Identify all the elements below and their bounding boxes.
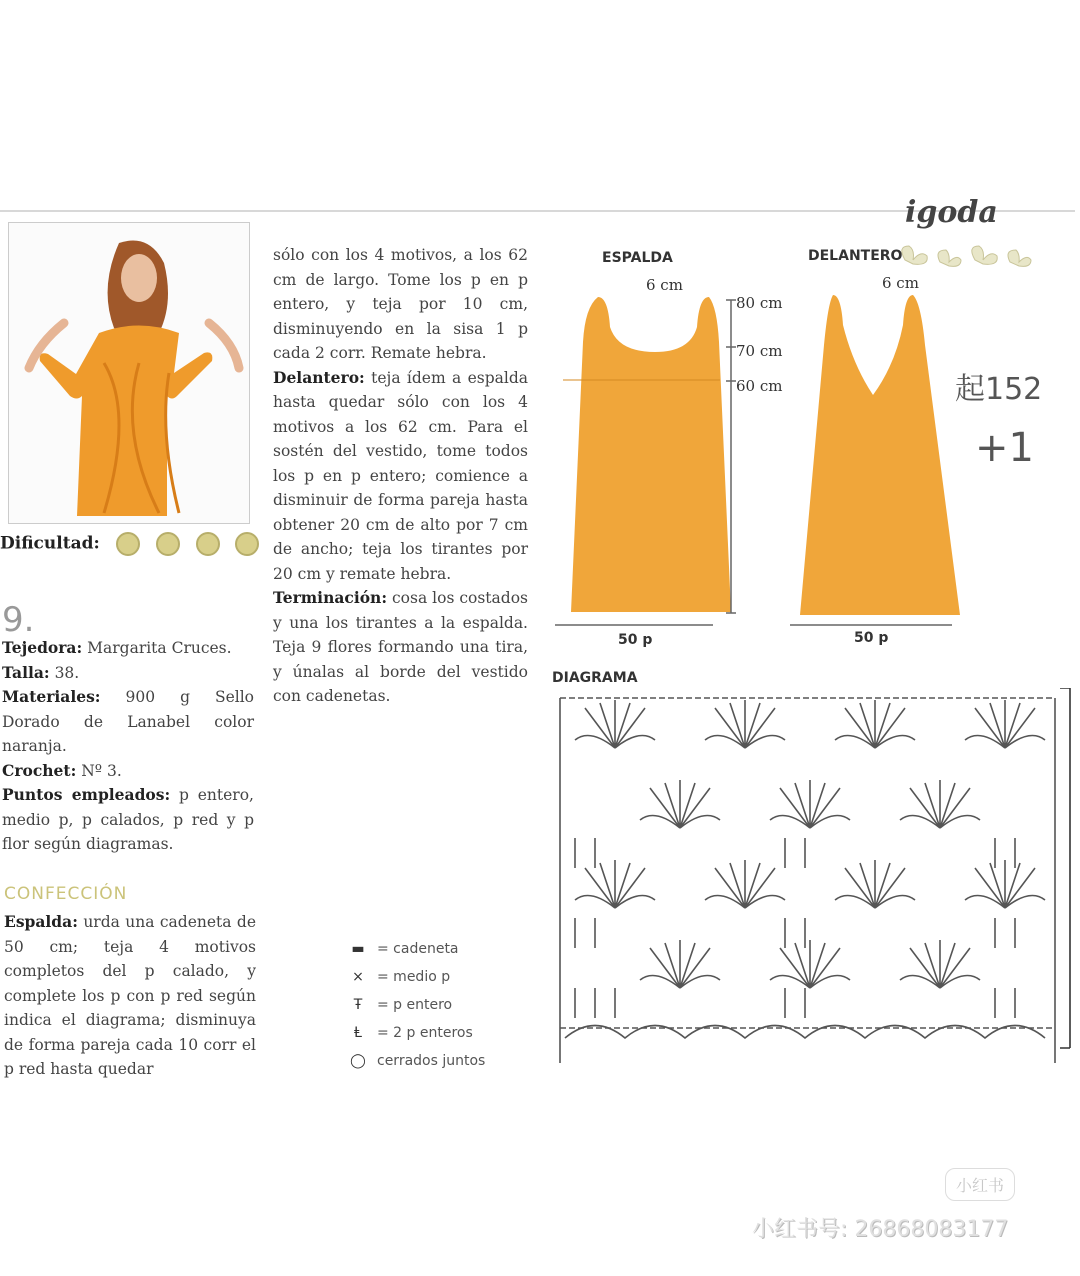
single-stitch-icon: × bbox=[352, 969, 364, 985]
handwritten-note-plus: +1 bbox=[975, 425, 1034, 471]
difficulty-dot-icon bbox=[196, 532, 220, 556]
magazine-logo: igoda bbox=[905, 195, 998, 230]
difficulty-row bbox=[0, 532, 259, 556]
stitch-legend bbox=[345, 935, 485, 1075]
height-80: 80 cm bbox=[736, 294, 783, 312]
terminacion-instructions: Terminación: cosa los costados y una los tirantes a la espalda. Teja 9 flores formando una tira, y únalas al borde del vestido con cadenetas. bbox=[273, 588, 528, 705]
detail-size: Talla: 38. bbox=[2, 662, 80, 682]
dress-model-illustration bbox=[9, 223, 249, 523]
detail-stitches: Puntos empleados: p entero, medio p, p calados, p red y p flor según diagramas. bbox=[2, 785, 254, 853]
model-photo bbox=[8, 222, 250, 524]
legend-decrease: Ⱡ = 2 p enteros bbox=[345, 1019, 485, 1047]
back-strap-measure: 6 cm bbox=[646, 276, 683, 294]
front-width: 50 p bbox=[854, 630, 889, 646]
back-width: 50 p bbox=[618, 632, 653, 648]
detail-materials: Materiales: 900 g Sello Dorado de Lanabel color naranja. bbox=[2, 687, 254, 755]
difficulty-dot-icon bbox=[235, 532, 259, 556]
instructions-column bbox=[273, 243, 528, 709]
legend-chain: ▬ = cadeneta bbox=[345, 935, 485, 963]
oval-icon: ◯ bbox=[350, 1053, 366, 1069]
diagram-title: DIAGRAMA bbox=[552, 670, 638, 686]
front-label: DELANTERO bbox=[808, 248, 903, 264]
chain-stitch-icon: ▬ bbox=[351, 941, 365, 957]
detail-knitter: Tejedora: Margarita Cruces. bbox=[2, 638, 232, 657]
legend-single: × = medio p bbox=[345, 963, 485, 991]
crochet-stitch-diagram bbox=[555, 688, 1075, 1073]
confeccion-heading: CONFECCIÓN bbox=[4, 884, 128, 904]
legend-decrease-2: ◯ cerrados juntos bbox=[345, 1047, 485, 1075]
difficulty-label: Dificultad: bbox=[0, 533, 100, 554]
height-60: 60 cm bbox=[736, 377, 783, 395]
front-piece bbox=[800, 295, 960, 615]
espalda-instructions: Espalda: urda una cadeneta de 50 cm; teja 4 motivos completos del p calado, y complete los p con p red según indica el diagrama; disminuya de forma pareja cada 10 corr el p red hasta quedar bbox=[4, 912, 256, 1078]
back-piece bbox=[571, 297, 731, 612]
dress-schematic bbox=[550, 285, 960, 645]
height-70: 70 cm bbox=[736, 342, 783, 360]
decrease-stitch-icon: Ⱡ bbox=[354, 1025, 362, 1041]
difficulty-dot-icon bbox=[116, 532, 140, 556]
espalda-continued: sólo con los 4 motivos, a los 62 cm de largo. Tome los p en p entero, y teja por 10 cm, disminuyendo en la sisa 1 p cada 2 corr. Remate hebra. bbox=[273, 246, 528, 362]
pattern-number: 9. bbox=[2, 600, 35, 640]
difficulty-dot-icon bbox=[156, 532, 180, 556]
pattern-details bbox=[2, 636, 254, 857]
front-strap-measure: 6 cm bbox=[882, 274, 919, 292]
legend-double: Ŧ = p entero bbox=[345, 991, 485, 1019]
watermark-id: 小红书号: 26868083177 bbox=[752, 1217, 1009, 1242]
delantero-instructions: Delantero: teja ídem a espalda hasta quedar sólo con los 4 motivos a los 62 cm. Para el sostén del vestido, tome todos los p en p entero; comience a disminuir de forma pareja hasta obtener 20 cm de alto por 7 cm de ancho; teja los tirantes por 20 cm y remate hebra. bbox=[273, 367, 528, 583]
double-stitch-icon: Ŧ bbox=[353, 997, 363, 1013]
watermark-logo: 小红书 bbox=[945, 1168, 1015, 1201]
back-label: ESPALDA bbox=[602, 250, 673, 266]
detail-hook: Crochet: Nº 3. bbox=[2, 760, 122, 780]
handwritten-note-count: 起152 bbox=[955, 372, 1043, 407]
